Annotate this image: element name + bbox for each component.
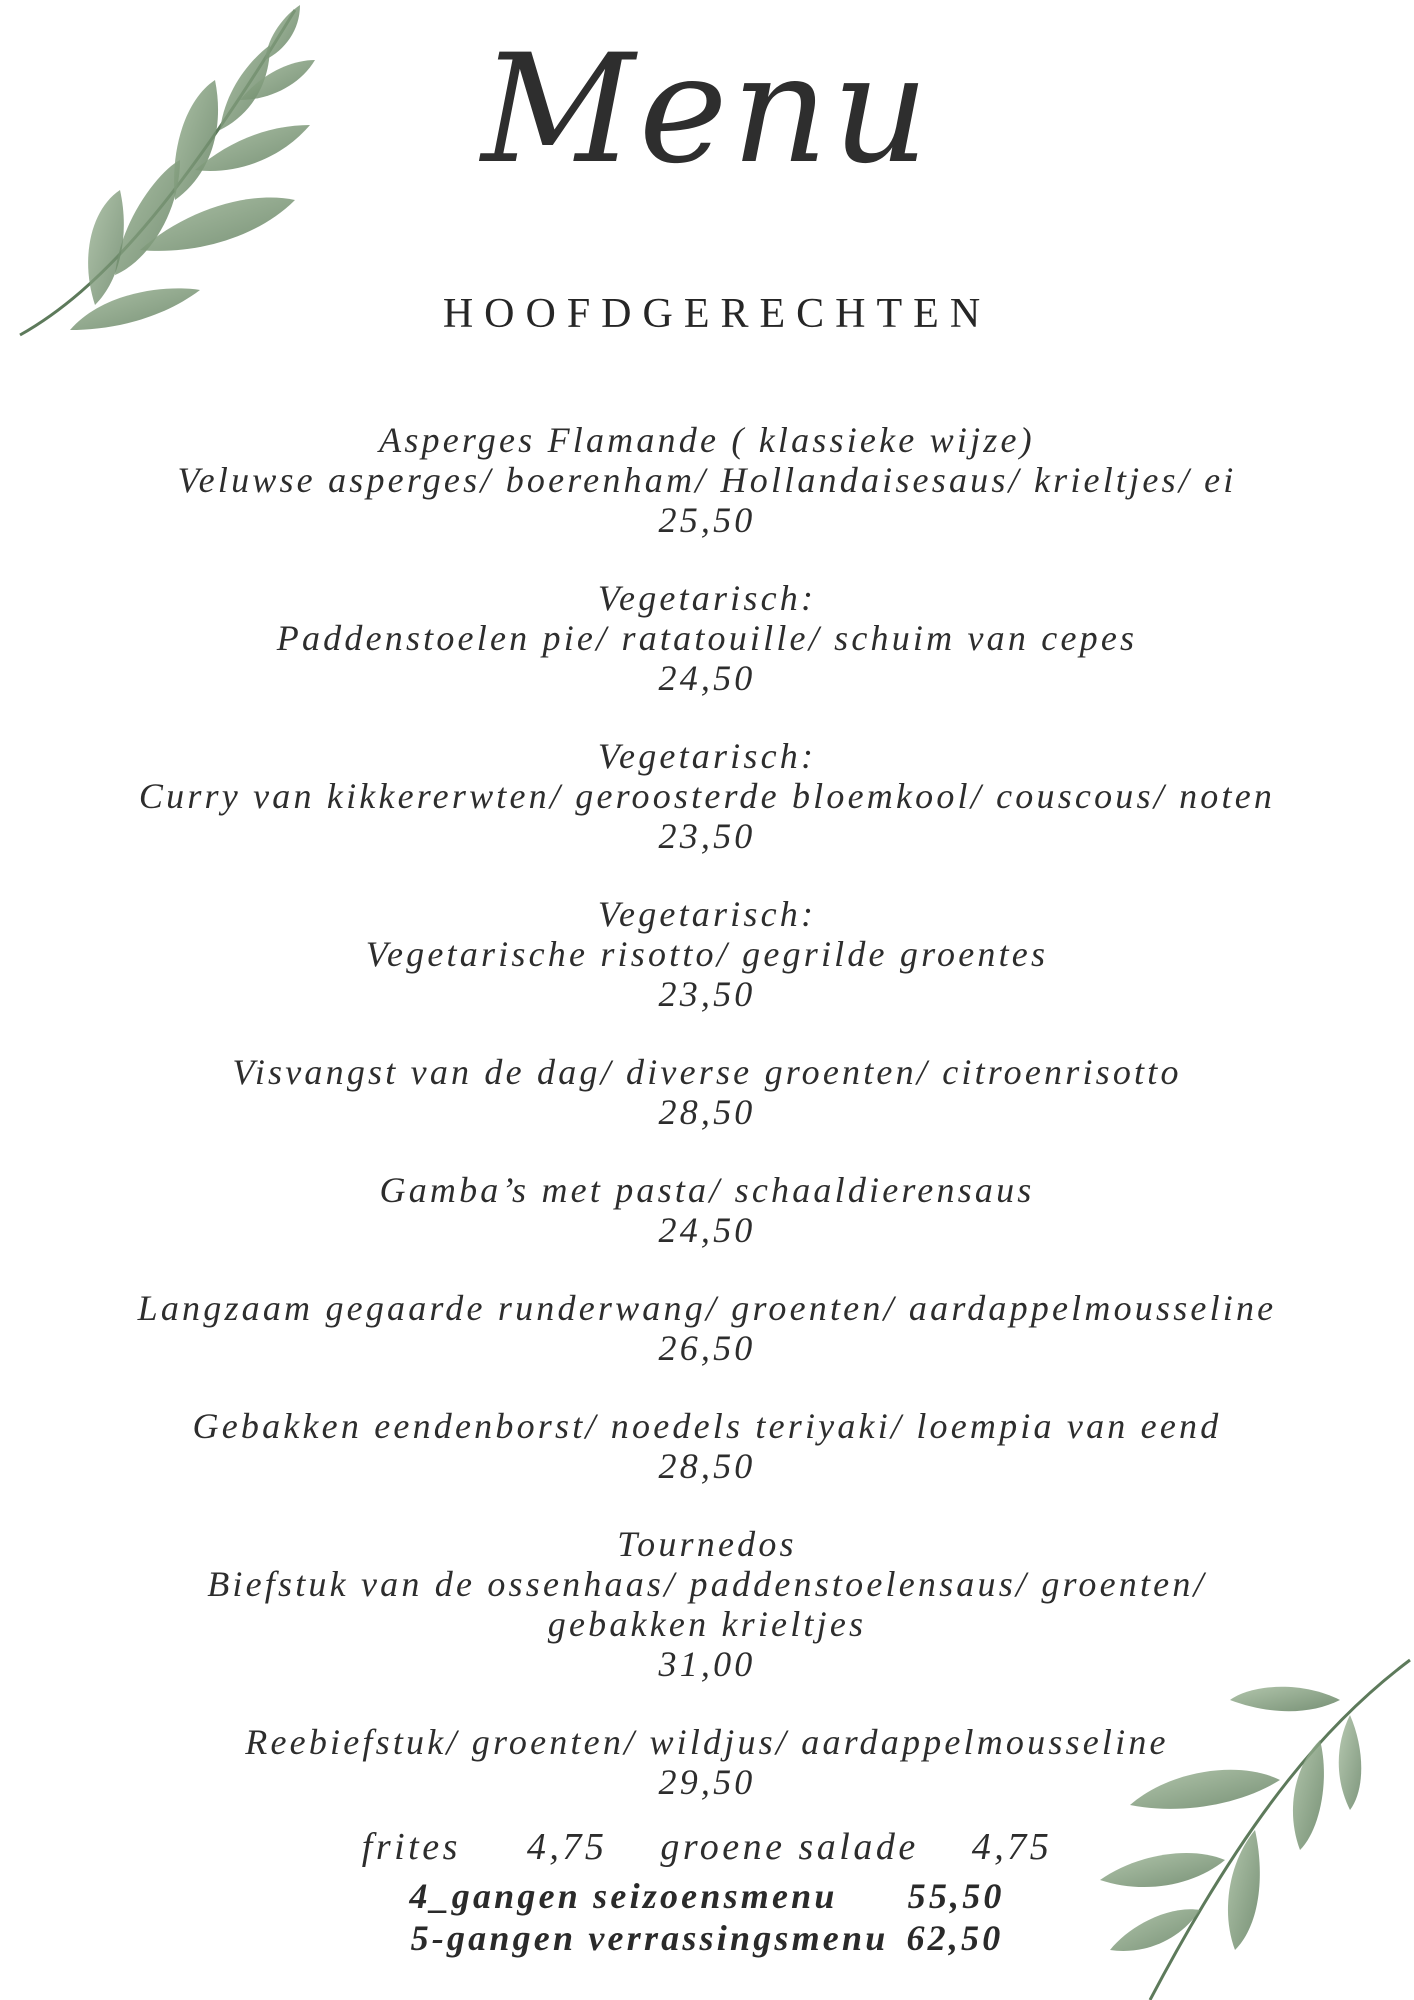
dish-line: Vegetarisch: xyxy=(597,894,817,934)
dish-item xyxy=(0,894,1414,1014)
dish-price: 25,50 xyxy=(658,500,756,540)
dish-item xyxy=(0,1288,1414,1368)
dish-item xyxy=(0,1524,1414,1684)
dish-line: Gebakken eendenborst/ noedels teriyaki/ loempia van eend xyxy=(192,1406,1222,1446)
dish-line: Gamba’s met pasta/ schaaldierensaus xyxy=(379,1170,1035,1210)
dish-item xyxy=(0,578,1414,698)
course-menu-price: 55,50 xyxy=(907,1876,1005,1916)
dish-price: 31,00 xyxy=(658,1644,756,1684)
dish-line: Reebiefstuk/ groenten/ wildjus/ aardappelmousseline xyxy=(245,1722,1169,1762)
dish-item xyxy=(0,420,1414,540)
dish-line: Veluwse asperges/ boerenham/ Hollandaisesaus/ krieltjes/ ei xyxy=(177,460,1237,500)
section-heading: HOOFDGERECHTEN xyxy=(442,291,992,337)
course-menu-label: 4_gangen seizoensmenu xyxy=(409,1876,838,1916)
dish-line: Vegetarisch: xyxy=(597,736,817,776)
side-label: frites xyxy=(361,1826,461,1868)
course-menus xyxy=(0,1875,1414,1959)
dish-price: 28,50 xyxy=(658,1446,756,1486)
side-dishes xyxy=(0,1825,1414,1869)
course-menu-item xyxy=(0,1917,1414,1959)
dish-line: Vegetarisch: xyxy=(597,578,817,618)
dish-item xyxy=(0,1406,1414,1486)
course-menu-label: 5-gangen verrassingsmenu xyxy=(410,1918,889,1958)
dish-item xyxy=(0,1052,1414,1132)
dish-item xyxy=(0,1722,1414,1802)
course-menu-item xyxy=(0,1875,1414,1917)
side-item xyxy=(660,1826,1052,1868)
dish-price: 24,50 xyxy=(658,658,756,698)
dish-line: Curry van kikkererwten/ geroosterde bloemkool/ couscous/ noten xyxy=(138,776,1276,816)
dish-list xyxy=(0,420,1414,1824)
dish-line: Paddenstoelen pie/ ratatouille/ schuim van cepes xyxy=(276,618,1138,658)
dish-line: Visvangst van de dag/ diverse groenten/ citroenrisotto xyxy=(232,1052,1182,1092)
dish-price: 23,50 xyxy=(658,974,756,1014)
dish-price: 26,50 xyxy=(658,1328,756,1368)
dish-price: 28,50 xyxy=(658,1092,756,1132)
side-label: groene salade xyxy=(660,1826,919,1868)
menu-title: Menu xyxy=(481,23,933,197)
dish-price: 23,50 xyxy=(658,816,756,856)
dish-item xyxy=(0,1170,1414,1250)
dish-price: 29,50 xyxy=(658,1762,756,1802)
dish-line: Biefstuk van de ossenhaas/ paddenstoelensaus/ groenten/ xyxy=(207,1564,1207,1604)
dish-line: Langzaam gegaarde runderwang/ groenten/ aardappelmousseline xyxy=(137,1288,1277,1328)
dish-line: gebakken krieltjes xyxy=(547,1604,867,1644)
dish-item xyxy=(0,736,1414,856)
dish-line: Vegetarische risotto/ gegrilde groentes xyxy=(365,934,1049,974)
dish-line: Tournedos xyxy=(617,1524,797,1564)
side-price: 4,75 xyxy=(971,1826,1053,1868)
dish-line: Asperges Flamande ( klassieke wijze) xyxy=(379,420,1035,460)
side-item xyxy=(362,1826,608,1868)
course-menu-price: 62,50 xyxy=(906,1918,1004,1958)
dish-price: 24,50 xyxy=(658,1210,756,1250)
side-price: 4,75 xyxy=(526,1826,608,1868)
